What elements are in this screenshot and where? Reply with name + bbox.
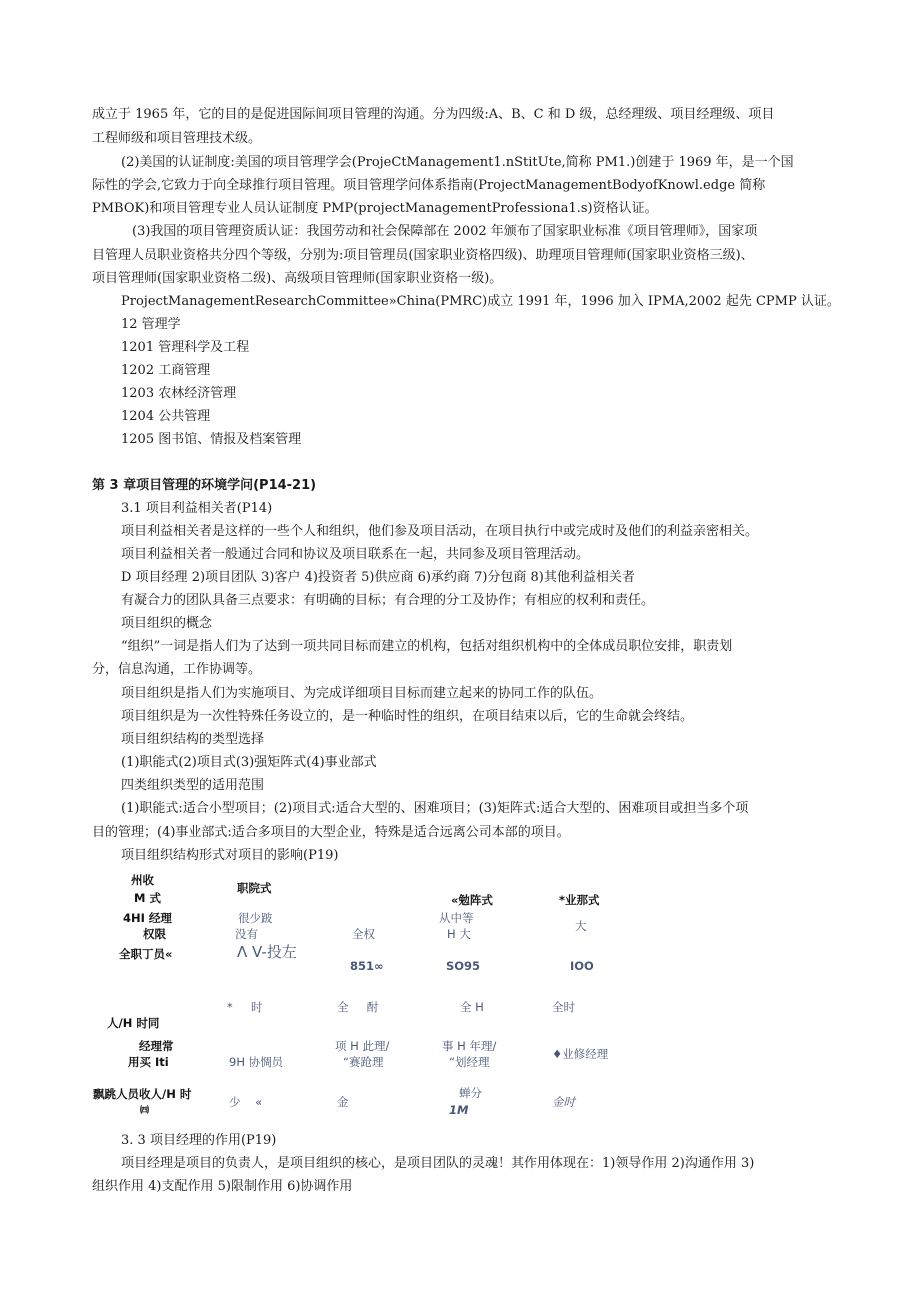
table-cell: 事 H 年理/: [442, 1039, 497, 1053]
table-row-header: 权限: [143, 927, 166, 941]
table-row-header: 4HI 经理: [123, 911, 172, 925]
table-cell: 全时: [552, 1000, 575, 1014]
table-column-header: 职院式: [237, 881, 272, 895]
paragraph-line: 项目管理师(国家职业资格二级)、高级项目管理师(国家职业资格一级)。: [92, 271, 503, 286]
paragraph-line: (3)我国的项目管理资质认证：我国劳动和社会保障部在 2002 年颁布了国家职业标准《项目管理师》，国家项: [132, 224, 758, 239]
table-cell: 金时: [552, 1095, 575, 1109]
table-cell: 金: [337, 1095, 349, 1109]
table-cell: Λ V-投左: [237, 943, 297, 961]
discipline-item: 1202 工商管理: [121, 363, 211, 378]
paragraph-line: 四类组织类型的适用范围: [121, 778, 265, 793]
table-cell: 851∞: [350, 959, 384, 973]
table-cell: 没有: [235, 927, 258, 941]
paragraph-line: PMBOK)和项目管理专业人员认证制度 PMP(projectManagementProfessiona1.s)资格认证。: [92, 201, 658, 216]
paragraph-line: 项目组织是为一次性特殊任务设立的，是一种临时性的组织，在项目结束以后，它的生命就会终结。: [121, 709, 694, 724]
table-cell: 大: [575, 919, 587, 933]
paragraph-line: (1)职能式(2)项目式(3)强矩阵式(4)事业部式: [121, 755, 377, 770]
table-cell: H 大: [447, 927, 471, 941]
paragraph-line: D 项目经理 2)项目团队 3)客户 4)投资者 5)供应商 6)承约商 7)分包商 8)其他利益相关者: [121, 570, 635, 585]
paragraph-line: ProjectManagementResearchCommittee»China(PMRC)成立 1991 年，1996 加入 IPMA,2002 起先 CPMP 认证。: [121, 294, 840, 309]
table-row-header: 经理常: [139, 1039, 174, 1053]
table-column-header: «勉阵式: [451, 893, 493, 907]
paragraph-line: 项目组织的概念: [121, 616, 213, 631]
section-heading: 3.1 项目利益相关者(P14): [121, 501, 273, 516]
paragraph-line: (2)美国的认证制度:美国的项目管理学会(ProjeCtManagement1.nStitUte,简称 PM1.)创建于 1969 年，是一个国: [121, 155, 794, 170]
table-cell: IOO: [570, 959, 594, 973]
table-cell: SO95: [446, 959, 481, 973]
paragraph-line: 项目组织结构形式对项目的影响(P19): [121, 848, 339, 863]
discipline-item: 1201 管理科学及工程: [121, 340, 250, 355]
table-cell: ♦业修经理: [552, 1047, 609, 1061]
discipline-item: 1205 图书馆、情报及档案管理: [121, 432, 302, 447]
table-cell: 少 «: [229, 1095, 263, 1109]
table-row-header: 全职丁员«: [119, 947, 173, 961]
table-column-header: *业那式: [559, 893, 600, 907]
paragraph-line: 际性的学会,它致力于向全球推行项目管理。项目管理学问体系指南(ProjectManagementBodyofKnowl.edge 简称: [92, 178, 766, 193]
table-cell: 全 H: [460, 1000, 484, 1014]
paragraph-line: 分，信息沟通，工作协调等。: [92, 662, 262, 677]
paragraph-line: 有凝合力的团队具备三点要求：有明确的目标；有合理的分工及协作；有相应的权利和责任。: [121, 593, 655, 608]
table-row-header: ㈣: [140, 1106, 150, 1116]
table-cell: 项 H 此理/: [335, 1039, 390, 1053]
section-heading: 3. 3 项目经理的作用(P19): [121, 1133, 277, 1148]
table-cell: “划经理: [449, 1055, 490, 1069]
table-cell: “赛跄理: [343, 1055, 384, 1069]
table-cell: 9H 协惆员: [229, 1055, 284, 1069]
paragraph-line: 成立于 1965 年，它的目的是促进国际间项目管理的沟通。分为四级:A、B、C 和 D 级，总经理级、项目经理级、项目: [92, 107, 775, 122]
table-row-header: 飘跳人员收人/H 时: [93, 1087, 192, 1101]
paragraph-line: 项目组织是指人们为实施项目、为完成详细项目目标而建立起来的协同工作的队伍。: [121, 686, 603, 701]
chapter-heading: 第 3 章项目管理的环境学问(P14-21): [92, 478, 317, 493]
table-cell: 全权: [352, 927, 375, 941]
table-row-header: 用买 Iti: [128, 1055, 169, 1069]
paragraph-line: 项目经理是项目的负责人，是项目组织的核心，是项目团队的灵魂！其作用体现在：1)领导作用 2)沟通作用 3): [121, 1156, 755, 1171]
discipline-item: 1204 公共管理: [121, 409, 211, 424]
paragraph-line: “组织”一词是指人们为了达到一项共同目标而建立的机构，包括对组织机构中的全体成员职位安排，职责划: [121, 639, 733, 654]
paragraph-line: 组织作用 4)支配作用 5)限制作用 6)协调作用: [92, 1179, 353, 1194]
table-corner-label: 州收: [131, 873, 154, 887]
table-cell: 全 酎: [337, 1000, 379, 1014]
discipline-item: 12 管理学: [121, 317, 181, 332]
paragraph-line: (1)职能式:适合小型项目；(2)项目式:适合大型的、困难项目；(3)矩阵式:适合大型的、困难项目或担当多个项: [121, 801, 749, 816]
table-cell: 从中等: [439, 911, 474, 925]
paragraph-line: 项目组织结构的类型选择: [121, 732, 265, 747]
table-cell: 很少跛: [238, 911, 273, 925]
table-cell: * 时: [227, 1000, 263, 1014]
discipline-item: 1203 农林经济管理: [121, 386, 237, 401]
paragraph-line: 工程师级和项目管理技术级。: [92, 131, 262, 146]
paragraph-line: 项目利益相关者一般通过合同和协议及项目联系在一起，共同参及项目管理活动。: [121, 547, 590, 562]
paragraph-line: 目管理人员职业资格共分四个等级，分别为:项目管理员(国家职业资格四级)、助理项目管理师(国家职业资格三级)、: [92, 248, 754, 263]
table-cell: 蝉分: [459, 1086, 482, 1100]
paragraph-line: 目的管理；(4)事业部式:适合多项目的大型企业，特殊是适合远离公司本部的项目。: [92, 825, 570, 840]
paragraph-line: 项目利益相关者是这样的一些个人和组织，他们参及项目活动，在项目执行中或完成时及他们的利益亲密相关。: [121, 524, 759, 539]
table-corner-label: M 式: [134, 891, 161, 905]
table-cell: 1M: [449, 1103, 469, 1117]
table-row-header: 人/H 时同: [107, 1016, 160, 1030]
